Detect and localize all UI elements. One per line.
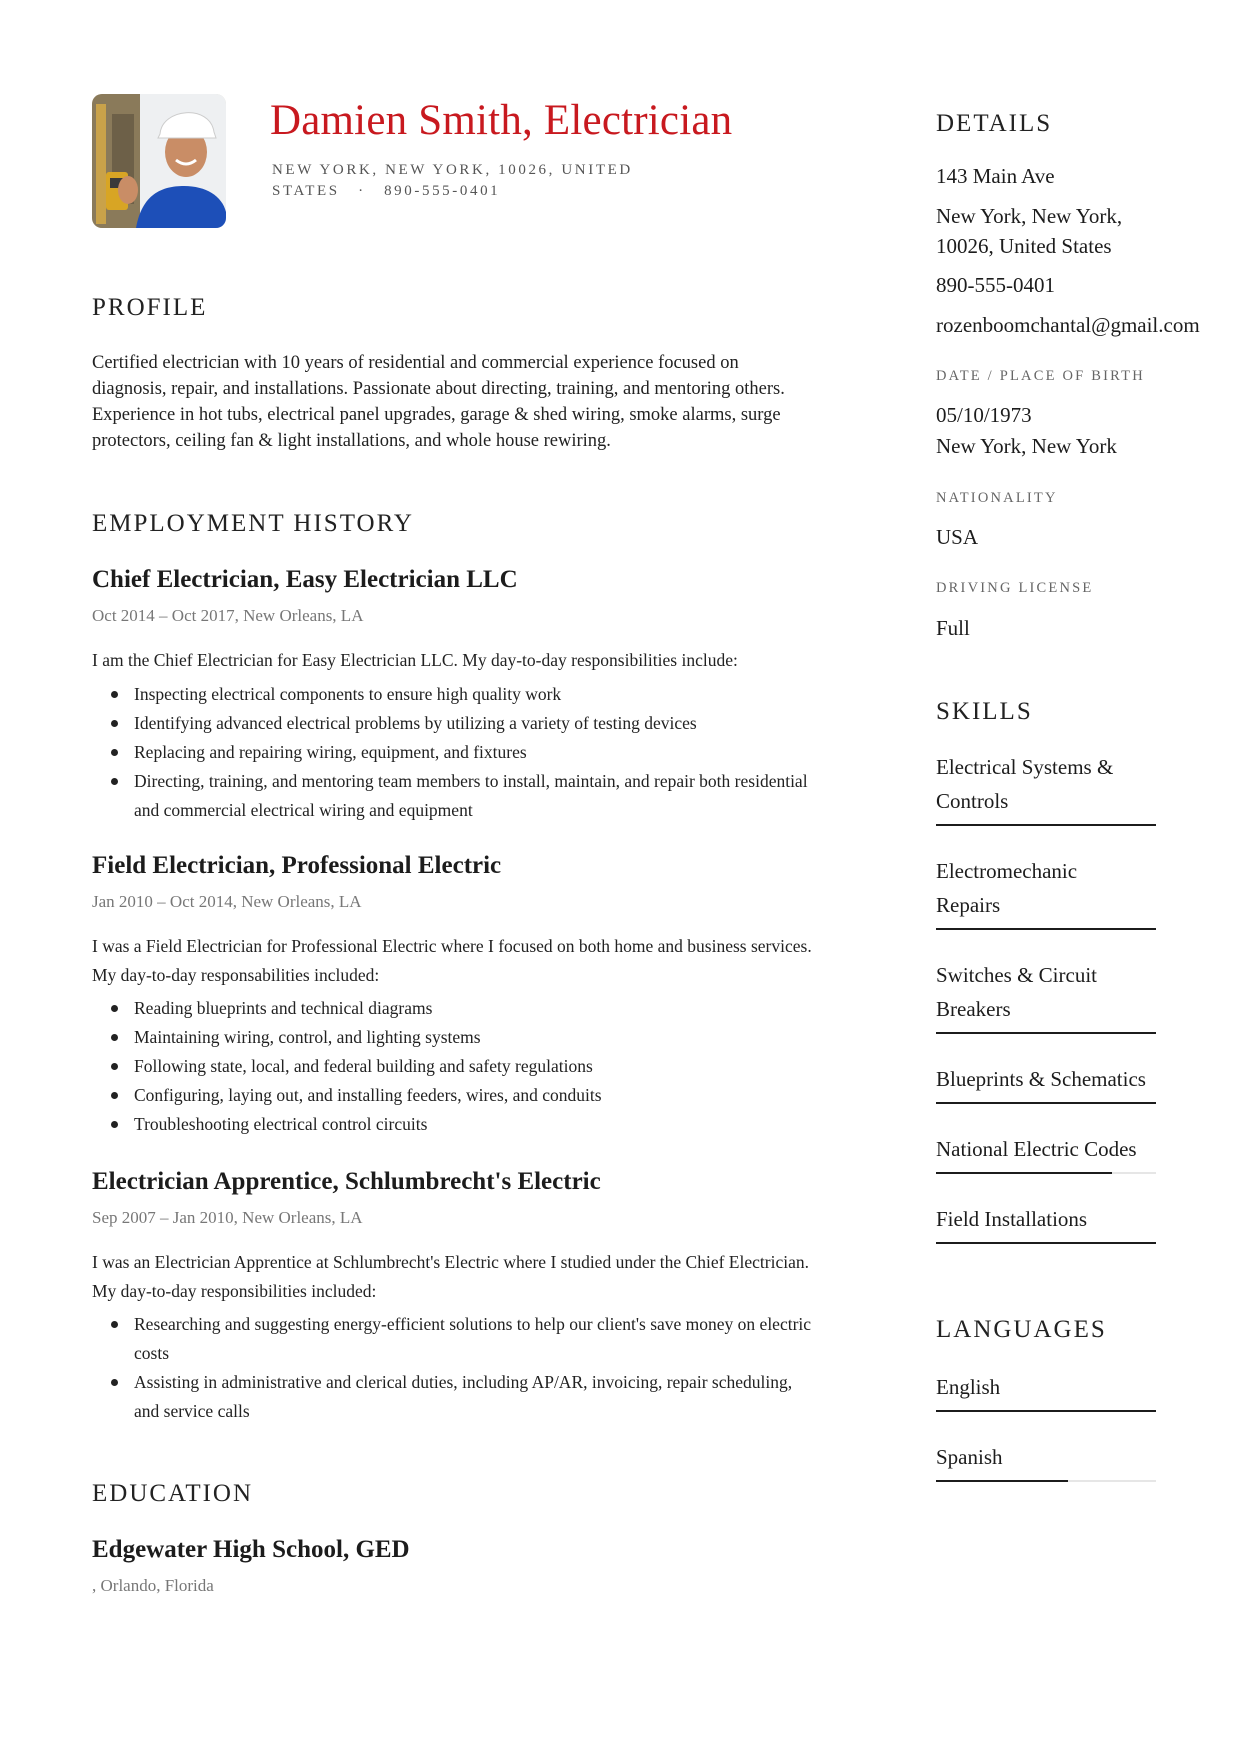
languages-heading: LANGUAGES [936,1316,1107,1343]
birth-date: 05/10/1973 [936,403,1032,427]
nationality-label: NATIONALITY [936,490,1058,506]
header-phone: 890-555-0401 [384,183,501,199]
skill-level-fill [936,1172,1112,1174]
profile-photo [92,94,226,228]
job-bullets [92,1310,812,1426]
skill-level-fill [936,824,1156,826]
skill-name: Field Installations [936,1207,1088,1231]
skill-name: Electromechanic Repairs [936,859,1078,917]
skill-name: Electrical Systems & Controls [936,755,1114,813]
job-bullet: Inspecting electrical components to ensure high quality work [92,680,812,709]
job-intro: I was a Field Electrician for Professional Electric where I focused on both home and business services. My day-to-day responsabilities included: [92,936,812,985]
skill-item [936,854,1156,930]
skill-bar [936,928,1156,930]
details-heading: DETAILS [936,110,1053,137]
employment-heading: EMPLOYMENT HISTORY [92,510,414,537]
skill-name: Switches & Circuit Breakers [936,963,1097,1021]
job-bullet: Identifying advanced electrical problems by utilizing a variety of testing devices [92,709,812,738]
nationality-value: USA [936,525,979,549]
job-bullet: Researching and suggesting energy-efficient solutions to help our client's save money on electric costs [92,1310,812,1368]
skill-level-fill [936,1102,1156,1104]
skill-item [936,1062,1156,1104]
details-phone: 890-555-0401 [936,273,1055,297]
skills-heading: SKILLS [936,698,1033,725]
profile-heading: PROFILE [92,294,208,321]
header-separator: · [358,183,366,199]
electrician-photo-icon [92,94,226,228]
job-bullet: Following state, local, and federal building and safety regulations [92,1052,812,1081]
skill-level-fill [936,928,1156,930]
job-bullet: Assisting in administrative and clerical duties, including AP/AR, invoicing, repair scheduling, and service calls [92,1368,812,1426]
skill-item [936,958,1156,1034]
job-bullets [92,680,812,825]
job-bullet: Configuring, laying out, and installing feeders, wires, and conduits [92,1081,812,1110]
job-bullet: Maintaining wiring, control, and lighting systems [92,1023,812,1052]
license-value: Full [936,616,970,640]
language-name: English [936,1375,1001,1399]
job-dates: Sep 2007 – Jan 2010, New Orleans, LA [92,1208,363,1227]
job-title: Field Electrician, Professional Electric [92,852,502,879]
education-school: Edgewater High School, GED [92,1536,410,1563]
job-title: Electrician Apprentice, Schlumbrecht's Electric [92,1168,601,1195]
birth-label: DATE / PLACE OF BIRTH [936,368,1145,384]
language-level-fill [936,1480,1068,1482]
skill-bar [936,1102,1156,1104]
details-email[interactable]: rozenboomchantal@gmail.com [936,313,1200,337]
skill-bar [936,1032,1156,1034]
skill-item [936,1202,1156,1244]
header-address-line2-row [272,181,652,202]
header-address-line1: NEW YORK, NEW YORK, 10026, UNITED [272,162,633,178]
job-bullet: Reading blueprints and technical diagrams [92,994,812,1023]
education-heading: EDUCATION [92,1480,254,1507]
skill-item [936,1132,1156,1174]
language-level-fill [936,1410,1156,1412]
candidate-name: Damien Smith, Electrician [270,97,733,144]
job-dates: Jan 2010 – Oct 2014, New Orleans, LA [92,892,362,911]
skill-item [936,750,1156,826]
skill-level-fill [936,1032,1156,1034]
language-name: Spanish [936,1445,1003,1469]
header-address-line2: STATES [272,183,340,199]
education-location: , Orlando, Florida [92,1576,214,1595]
job-title: Chief Electrician, Easy Electrician LLC [92,566,518,593]
job-bullet: Replacing and repairing wiring, equipment, and fixtures [92,738,812,767]
profile-text: Certified electrician with 10 years of residential and commercial experience focused on diagnosis, repair, and installations. Passionate about directing, training, and mentoring others. Experience in hot tubs, electrical panel upgrades, garage & shed wiring, smoke alarms, surge protectors, ceiling fan & light installations, and whole house rewiring. [92,353,785,451]
language-item [936,1440,1156,1482]
skill-name: Blueprints & Schematics [936,1067,1146,1091]
job-dates: Oct 2014 – Oct 2017, New Orleans, LA [92,606,364,625]
header-contact [272,160,652,202]
birth-place: New York, New York [936,434,1117,458]
license-label: DRIVING LICENSE [936,580,1094,596]
job-bullet: Directing, training, and mentoring team members to install, maintain, and repair both residential and commercial electrical wiring and equipment [92,767,812,825]
skill-level-fill [936,1242,1156,1244]
language-bar [936,1410,1156,1412]
language-item [936,1370,1156,1412]
skill-bar [936,1242,1156,1244]
details-city: New York, New York, 10026, United States [936,204,1123,258]
job-intro: I was an Electrician Apprentice at Schlumbrecht's Electric where I studied under the Chief Electrician. My day-to-day responsibilities included: [92,1252,809,1301]
job-intro: I am the Chief Electrician for Easy Electrician LLC. My day-to-day responsibilities include: [92,650,738,670]
skill-bar [936,1172,1156,1174]
skill-bar [936,824,1156,826]
skill-name: National Electric Codes [936,1137,1137,1161]
language-bar [936,1480,1156,1482]
job-bullet: Troubleshooting electrical control circuits [92,1110,812,1139]
job-bullets [92,994,812,1139]
details-street: 143 Main Ave [936,164,1055,188]
